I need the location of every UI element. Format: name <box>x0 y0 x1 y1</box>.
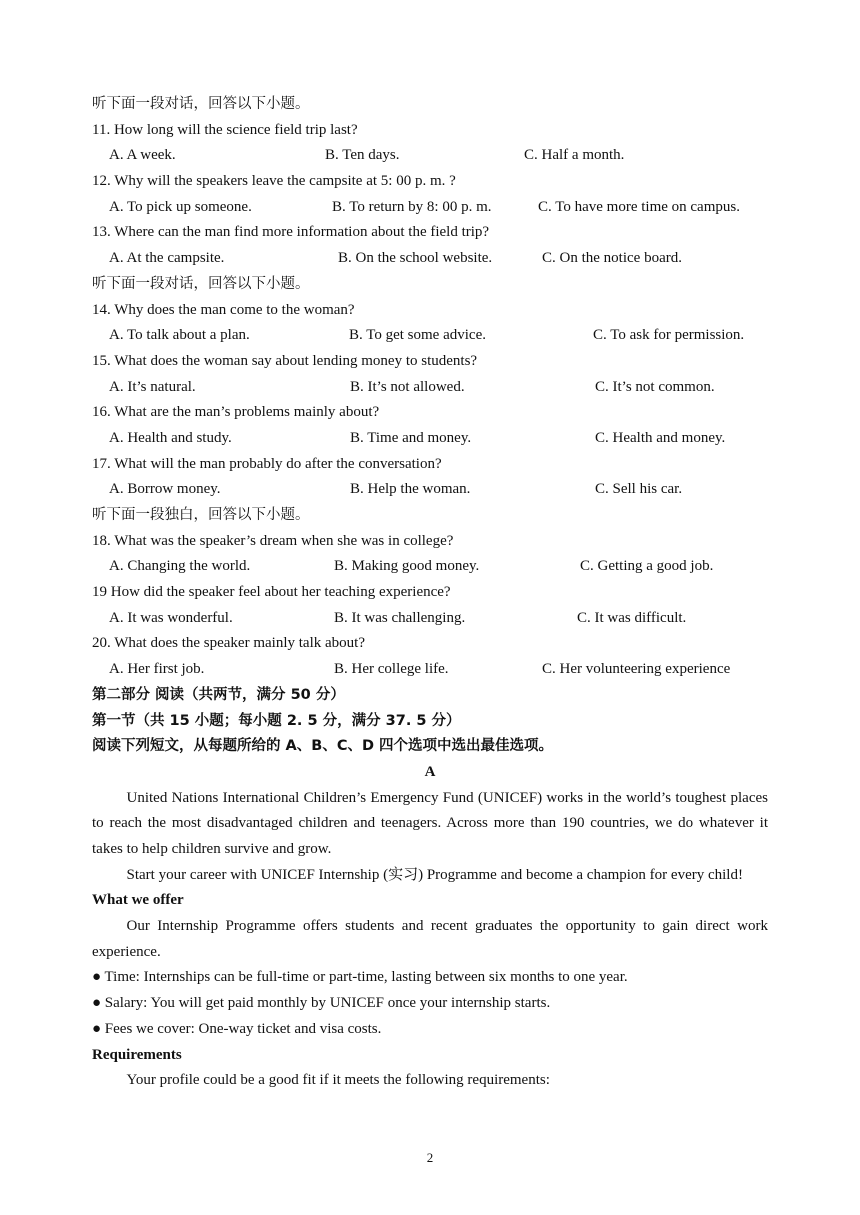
option-c: C. It was difficult. <box>577 609 687 626</box>
passage-paragraph: Our Internship Programme offers students and recent graduates the opportunity to gain direct work experience. <box>92 918 768 960</box>
question-12: 12. Why will the speakers leave the campsite at 5: 00 p. m. ? <box>92 173 456 190</box>
option-c: C. It’s not common. <box>595 378 715 395</box>
options-16 <box>92 426 768 452</box>
option-a: A. To pick up someone. <box>109 198 252 215</box>
option-b: B. Time and money. <box>350 429 472 446</box>
passage-label: A <box>424 763 436 780</box>
options-14 <box>92 323 768 349</box>
option-c: C. Her volunteering experience <box>542 661 731 678</box>
option-c: C. To ask for permission. <box>593 327 745 344</box>
option-b: B. Help the woman. <box>350 481 471 498</box>
page-number: 2 <box>426 1150 434 1165</box>
question-19: 19 How did the speaker feel about her teaching experience? <box>92 584 451 601</box>
passage-paragraph: Your profile could be a good fit if it meets the following requirements: <box>126 1072 550 1089</box>
listening-instruction: 听下面一段对话，回答以下小题。 <box>92 275 310 292</box>
option-c: C. To have more time on campus. <box>538 198 740 215</box>
options-17 <box>92 477 768 503</box>
option-b: B. It’s not allowed. <box>350 378 465 395</box>
section-title: 第一节（共 15 小题；每小题 2. 5 分，满分 37. 5 分） <box>92 712 461 729</box>
question-14: 14. Why does the man come to the woman? <box>92 301 355 318</box>
options-15 <box>92 375 768 401</box>
option-b: B. Ten days. <box>325 147 400 164</box>
passage-paragraph: United Nations International Children’s Emergency Fund (UNICEF) works in the world’s toughest places to reach the most disadvantaged children and teenagers. Across more than 190 countries, we do whatever it takes to help children survive and grow. <box>92 789 768 857</box>
option-c: C. On the notice board. <box>542 250 682 267</box>
bullet-item: ● Salary: You will get paid monthly by UNICEF once your internship starts. <box>92 995 551 1012</box>
option-b: B. To get some advice. <box>349 327 486 344</box>
listening-instruction: 听下面一段对话，回答以下小题。 <box>92 96 310 112</box>
option-c: C. Sell his car. <box>595 481 683 498</box>
reading-instruction: 阅读下列短文，从每题所给的 A、B、C、D 四个选项中选出最佳选项。 <box>92 738 554 755</box>
question-15: 15. What does the woman say about lending money to students? <box>92 352 478 369</box>
bullet-item: ● Fees we cover: One-way ticket and visa costs. <box>92 1020 382 1037</box>
question-11: 11. How long will the science field trip last? <box>92 121 358 138</box>
option-a: A. To talk about a plan. <box>109 327 250 344</box>
option-c: C. Getting a good job. <box>580 558 714 575</box>
options-11 <box>92 143 768 169</box>
exam-page <box>92 92 768 1094</box>
question-20: 20. What does the speaker mainly talk about? <box>92 635 365 652</box>
option-b: B. It was challenging. <box>334 609 466 626</box>
option-a: A. Health and study. <box>109 429 232 446</box>
option-a: A. Borrow money. <box>109 481 221 498</box>
requirements-heading: Requirements <box>92 1046 182 1063</box>
option-c: C. Half a month. <box>524 147 625 164</box>
option-a: A. At the campsite. <box>109 250 225 267</box>
option-a: A. It’s natural. <box>109 378 196 395</box>
question-13: 13. Where can the man find more information about the field trip? <box>92 224 490 241</box>
question-17: 17. What will the man probably do after the conversation? <box>92 455 442 472</box>
question-16: 16. What are the man’s problems mainly about? <box>92 404 380 421</box>
options-13 <box>92 246 768 272</box>
passage-paragraph: Start your career with UNICEF Internship (实习) Programme and become a champion for every child! <box>126 866 743 883</box>
bullet-item: ● Time: Internships can be full-time or part-time, lasting between six months to one year. <box>92 969 628 986</box>
option-b: B. To return by 8: 00 p. m. <box>332 198 492 215</box>
option-b: B. Her college life. <box>334 661 449 678</box>
option-a: A. Changing the world. <box>109 558 251 575</box>
options-18 <box>92 554 768 580</box>
option-a: A. Her first job. <box>109 661 205 678</box>
option-c: C. Health and money. <box>595 429 726 446</box>
options-20 <box>92 657 768 683</box>
option-a: A. It was wonderful. <box>109 609 233 626</box>
part-title: 第二部分 阅读（共两节，满分 50 分） <box>92 686 345 703</box>
option-a: A. A week. <box>109 147 176 164</box>
listening-instruction: 听下面一段独白，回答以下小题。 <box>92 507 310 523</box>
question-18: 18. What was the speaker’s dream when she was in college? <box>92 532 454 549</box>
option-b: B. On the school website. <box>338 250 493 267</box>
options-19 <box>92 606 768 632</box>
offer-heading: What we offer <box>92 892 184 909</box>
options-12 <box>92 195 768 221</box>
option-b: B. Making good money. <box>334 558 480 575</box>
